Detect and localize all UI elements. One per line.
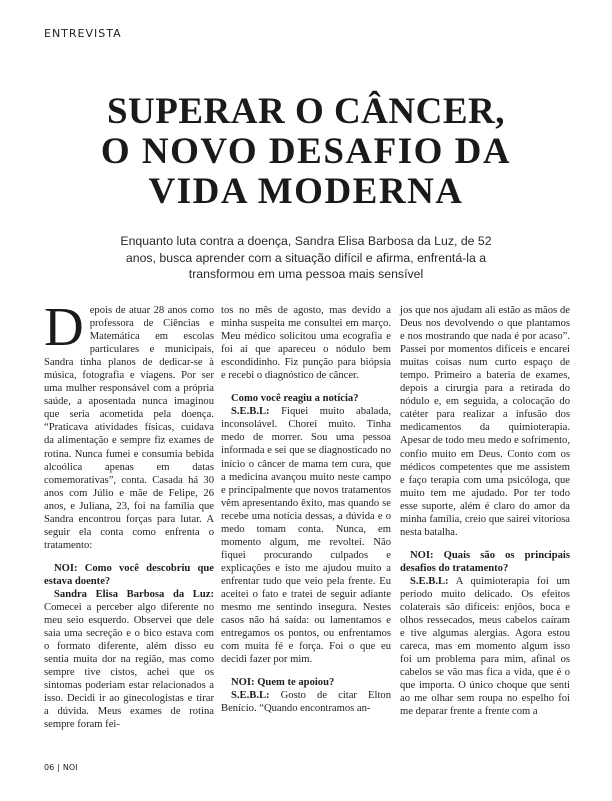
title-line-3: VIDA MODERNA [148,171,464,212]
article-lead: Enquanto luta contra a doença, Sandra Elisa Barbosa da Luz, de 52 anos, busca aprender com a situação difícil e afirma, enfrentá-la a transformou em uma pessoa mais sensível [120,234,492,281]
title-line-1: SUPERAR O CÂNCER, [106,91,506,132]
answer-1-speaker: Sandra Elisa Barbosa da Luz: [54,588,214,600]
continued-paragraph-2: jos que nos ajudam ali estão as mãos de Deus nos devolvendo o que plantamos e nos mostrando que nada é por acaso”. Passei por momentos difíceis e encarei muitas coisas num curto espaço de tempo. Primeiro a bateria de exames, depois a cirurgia para a retirada do nódulo e, em seguida, a colocação do catéter para realizar a infusão dos medicamentos da quimioterapia. Apesar de todo meu medo e sofrimento, confio muito em Deus. Conto com os médicos competentes que me assistem e faço terapia com uma psicóloga, que muito tem me ajudado. Por ter todo esse suporte, além é claro do amor da minha família, creio que sairei vitoriosa nesta batalha. [400,305,570,538]
question-4: NOI: Quais são os principais desafios do tratamento? [400,549,570,574]
answer-3 [221,689,391,715]
text-column-2 [221,304,391,715]
answer-4 [400,575,570,719]
text-column-1 [44,296,214,732]
answer-1-text: Comecei a perceber algo diferente no meu seio esquerdo. Observei que dele saia uma secreção e o bico estava com o formato diferente, além disso eu sentia muita dor na região, mas como sempre tive cistos, achei que os sintomas poderiam estar relacionados a isso. Decidi ir ao ginecologistas e tirar a dúvida. Meus exames de rotina sempre foram fei- [44,602,214,731]
intro-text: epois de atuar 28 anos como professora de Ciências e Matemática em escolas particulares e municipais, Sandra tinha planos de dedicar-se à música, fotografia e viagens. Por ser uma mulher responsável com a própria saúde, a aposentada nunca imaginou que seria acometida pela doença. “Praticava atividades físicas, cuidava da alimentação e sempre fiz exames de rotina. Nunca fumei e consumia bebida alcoólica apenas em datas comemorativas”, conta. Casada há 30 anos com Júlio e mãe de Felipe, 26 anos, e Juliana, 23, foi na família que Sandra encontrou forças para lutar. A seguir ela conta como enfrenta o tratamento: [44,305,214,551]
answer-2-text: Fiquei muito abalada, inconsolável. Chorei muito. Tinha medo de morrer. Sou uma pessoa informada e sei que se diagnosticado no início o câncer de mama tem cura, que a medicina avançou muito neste campo e principalmente que novos tratamentos vêm apresentando êxito, mas quando se recebe uma notícia dessas, a dúvida e o medo tomam conta. Nunca, em momento algum, me revoltei. Não fiquei procurando culpados e explicações e isto me ajudou muito a enfrentar tudo que veio pela frente. Eu aceitei o fato e tratei de seguir adiante mesmo me sentindo insegura. Nestes casos não há saída: ou lamentamos e entregamos os pontos, ou enfrentamos com muita fé e força. Foi o que eu decidi fazer por mim. [221,406,391,666]
magazine-name: NOI [62,763,78,772]
answer-3-speaker: S.E.B.L: [231,690,270,702]
article-title [0,92,612,212]
answer-2-speaker: S.E.B.L: [231,406,270,418]
question-1: NOI: Como você descobriu que estava doente? [44,562,214,587]
title-line-2: O NOVO DESAFIO DA [100,131,512,172]
answer-3-text: Gosto de citar Elton Benício. “Quando encontramos an- [221,690,391,715]
question-3: NOI: Quem te apoiou? [231,677,335,689]
intro-paragraph [44,296,214,552]
answer-2 [221,405,391,666]
answer-4-text: A quimioterapia foi um período muito delicado. Os efeitos colaterais são difíceis: enjôos, boca e olhos ressecados, meus cabelos caíram e tive algumas alergias. Agora estou careca, mas em momento algum isso foi um problema para mim, afinal os cabelos se vão mas fica a vida, que é o que importa. O único choque que senti ao me olhar sem roupa no espelho foi me deparar frente a frente com a [400,575,570,718]
text-column-3 [400,304,570,718]
page-number: 06 [44,763,55,772]
drop-cap: D [44,296,84,357]
page-footer [44,763,78,772]
answer-4-speaker: S.E.B.L: [410,575,449,587]
footer-separator: | [57,763,60,772]
section-label: ENTREVISTA [44,27,122,40]
answer-1 [44,588,214,732]
question-2: Como você reagiu a notícia? [231,393,359,405]
continued-paragraph: tos no mês de agosto, mas devido a minha suspeita me consultei em março. Meu médico solicitou uma ecografia e foi aí que apareceu o nódulo bem escondidinho. Fiz punção para biópsia e recebi o diagnóstico de câncer. [221,305,391,382]
